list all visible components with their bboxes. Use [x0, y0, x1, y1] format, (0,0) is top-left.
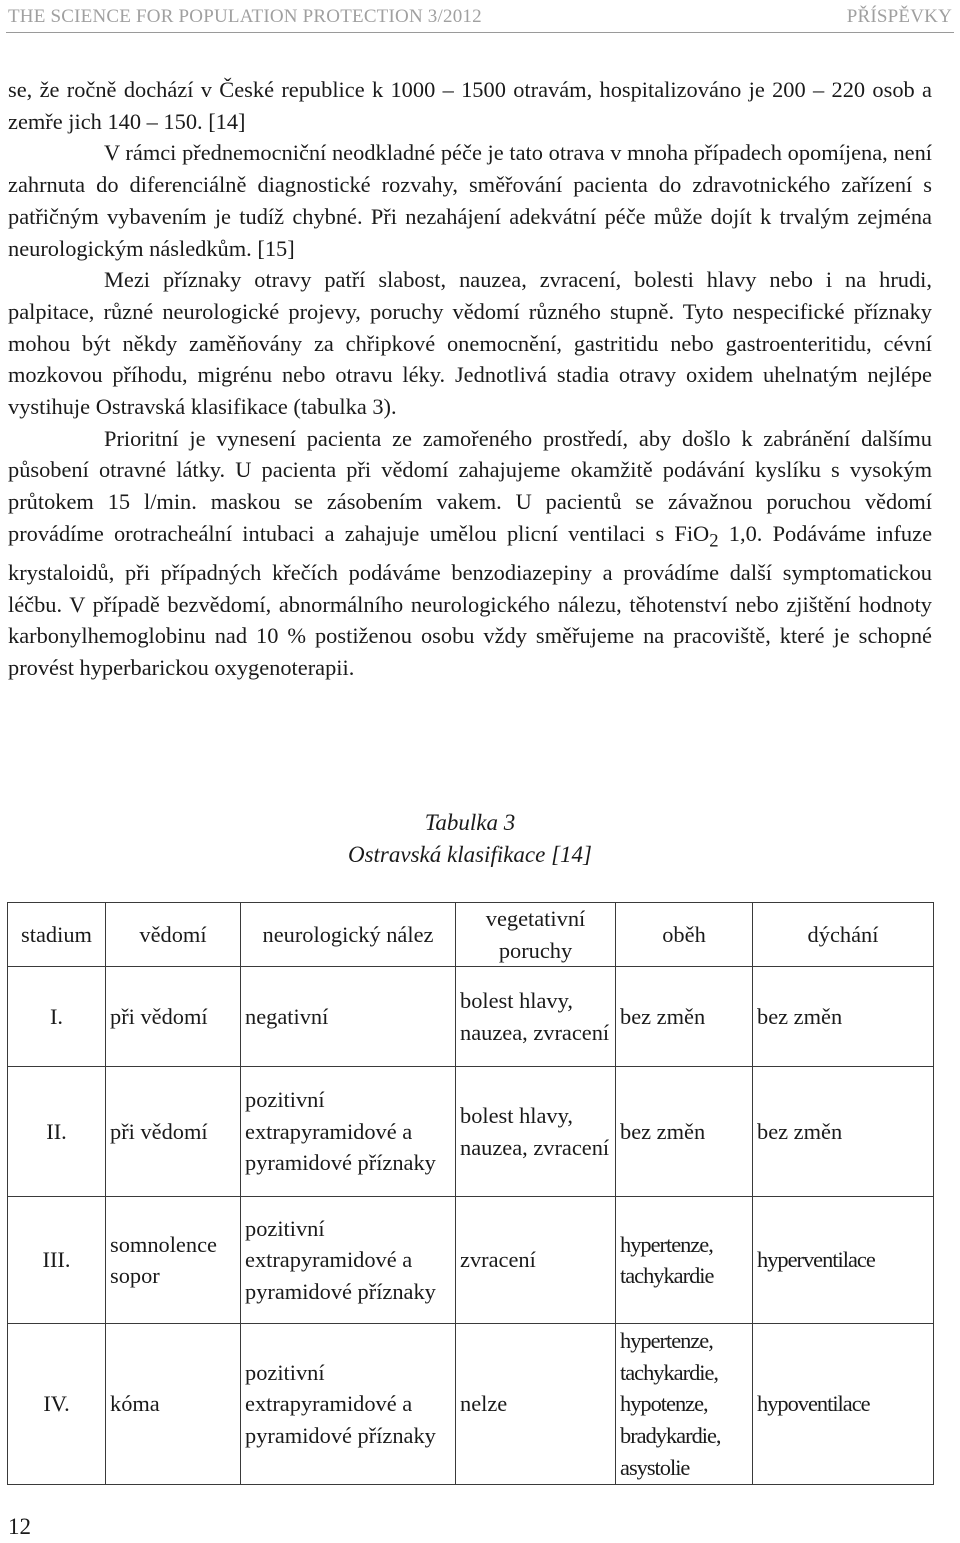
cell-neurologicky-nalez: pozitivní extrapyramidové a pyramidové příznaky: [241, 1067, 456, 1197]
cell-obeh: bez změn: [616, 967, 753, 1067]
cell-dychani: hyperventilace: [753, 1197, 934, 1324]
journal-title: THE SCIENCE FOR POPULATION PROTECTION 3/2012: [8, 6, 482, 27]
table-number: Tabulka 3: [424, 810, 516, 835]
cell-stadium: I.: [8, 967, 106, 1067]
paragraph-4-part-2: 1,0. Podáváme infuze krystaloidů, při případných křečích podáváme benzodiazepiny a provádíme další symptomatickou léčbu. V případě bezvědomí, abnormálního neurologického nálezu, těhotenství nebo zjištění hodnoty karbonylhemoglobinu nad 10 % postiženou osobu vždy směřujeme na pracoviště, které je schopné provést hyperbarickou oxygenoterapii.: [8, 520, 933, 681]
cell-neurologicky-nalez: pozitivní extrapyramidové a pyramidové příznaky: [241, 1197, 456, 1324]
header-stadium: stadium: [8, 903, 106, 967]
cell-obeh: hypertenze, tachykardie: [616, 1197, 753, 1324]
cell-vedomi: somnolence sopor: [106, 1197, 241, 1324]
paragraph-2: V rámci přednemocniční neodkladné péče je tato otrava v mnoha případech opomíjena, není zahrnuta do diferenciálně diagnostické rozvahy, směřování pacienta do zdravotnického zařízení s patřičným vybavením je tudíž chybné. Při nezahájení adekvátní péče může dojít k trvalým zejména neurologickým následkům. [15]: [8, 140, 932, 261]
header-obeh: oběh: [616, 903, 753, 967]
paragraph-3: Mezi příznaky otravy patří slabost, nauzea, zvracení, bolesti hlavy nebo i na hrudi, palpitace, různé neurologické projevy, poruchy vědomí různého stupně. Tyto nespecifické příznaky mohou být někdy zaměňovány za chřipkové onemocnění, gastritidu nebo gastroenteritidu, cévní mozkovou příhodu, migrénu nebo otravu léky. Jednotlivá stadia otravy oxidem uhelnatým nejlépe vystihuje Ostravská klasifikace (tabulka 3).: [8, 267, 932, 420]
table-header-row: [8, 903, 934, 967]
cell-stadium: II.: [8, 1067, 106, 1197]
cell-dychani: bez změn: [753, 967, 934, 1067]
cell-vegetativni-poruchy: nelze: [456, 1324, 616, 1485]
header-rule: [6, 32, 954, 33]
running-head: [8, 4, 952, 30]
paragraph-4: [8, 423, 932, 684]
fio2-subscript: 2: [709, 530, 719, 552]
ostrava-classification-table: [7, 902, 934, 1485]
cell-dychani: bez změn: [753, 1067, 934, 1197]
article-body: [8, 74, 932, 684]
cell-stadium: III.: [8, 1197, 106, 1324]
table-title: Ostravská klasifikace [14]: [347, 842, 592, 867]
header-vedomi: vědomí: [106, 903, 241, 967]
cell-vegetativni-poruchy: zvracení: [456, 1197, 616, 1324]
cell-stadium: IV.: [8, 1324, 106, 1485]
cell-neurologicky-nalez: pozitivní extrapyramidové a pyramidové příznaky: [241, 1324, 456, 1485]
header-dychani: dýchání: [753, 903, 934, 967]
cell-obeh: hypertenze, tachykardie, hypotenze, bradykardie, asystolie: [616, 1324, 753, 1485]
table-caption: [0, 807, 940, 871]
table-row: [8, 1067, 934, 1197]
cell-neurologicky-nalez: negativní: [241, 967, 456, 1067]
cell-vedomi: při vědomí: [106, 967, 241, 1067]
cell-vegetativni-poruchy: bolest hlavy, nauzea, zvracení: [456, 1067, 616, 1197]
cell-dychani: hypoventilace: [753, 1324, 934, 1485]
cell-obeh: bez změn: [616, 1067, 753, 1197]
page-number: 12: [8, 1514, 31, 1539]
table-row: [8, 1324, 934, 1485]
table-row: [8, 967, 934, 1067]
header-vegetativni-poruchy: vegetativní poruchy: [456, 903, 616, 967]
header-neurologicky-nalez: neurologický nález: [241, 903, 456, 967]
cell-vedomi: kóma: [106, 1324, 241, 1485]
paragraph-4-part-1: Prioritní je vynesení pacienta ze zamořeného prostředí, aby došlo k zabránění dalšímu působení otravné látky. U pacienta při vědomí zahajujeme okamžitě podávání kyslíku s vysokým průtokem 15 l/min. maskou se zásobením vakem. U pacientů se závažnou poruchou vědomí provádíme orotracheální intubaci a zahajuje umělou plicní ventilaci s FiO: [8, 425, 932, 546]
cell-vedomi: při vědomí: [106, 1067, 241, 1197]
paragraph-1: se, že ročně dochází v České republice k 1000 – 1500 otravám, hospitalizováno je 200 – 220 osob a zemře jich 140 – 150. [14]: [8, 77, 932, 134]
table-row: [8, 1197, 934, 1324]
cell-vegetativni-poruchy: bolest hlavy, nauzea, zvracení: [456, 967, 616, 1067]
section-label: PŘÍSPĚVKY: [846, 6, 952, 27]
